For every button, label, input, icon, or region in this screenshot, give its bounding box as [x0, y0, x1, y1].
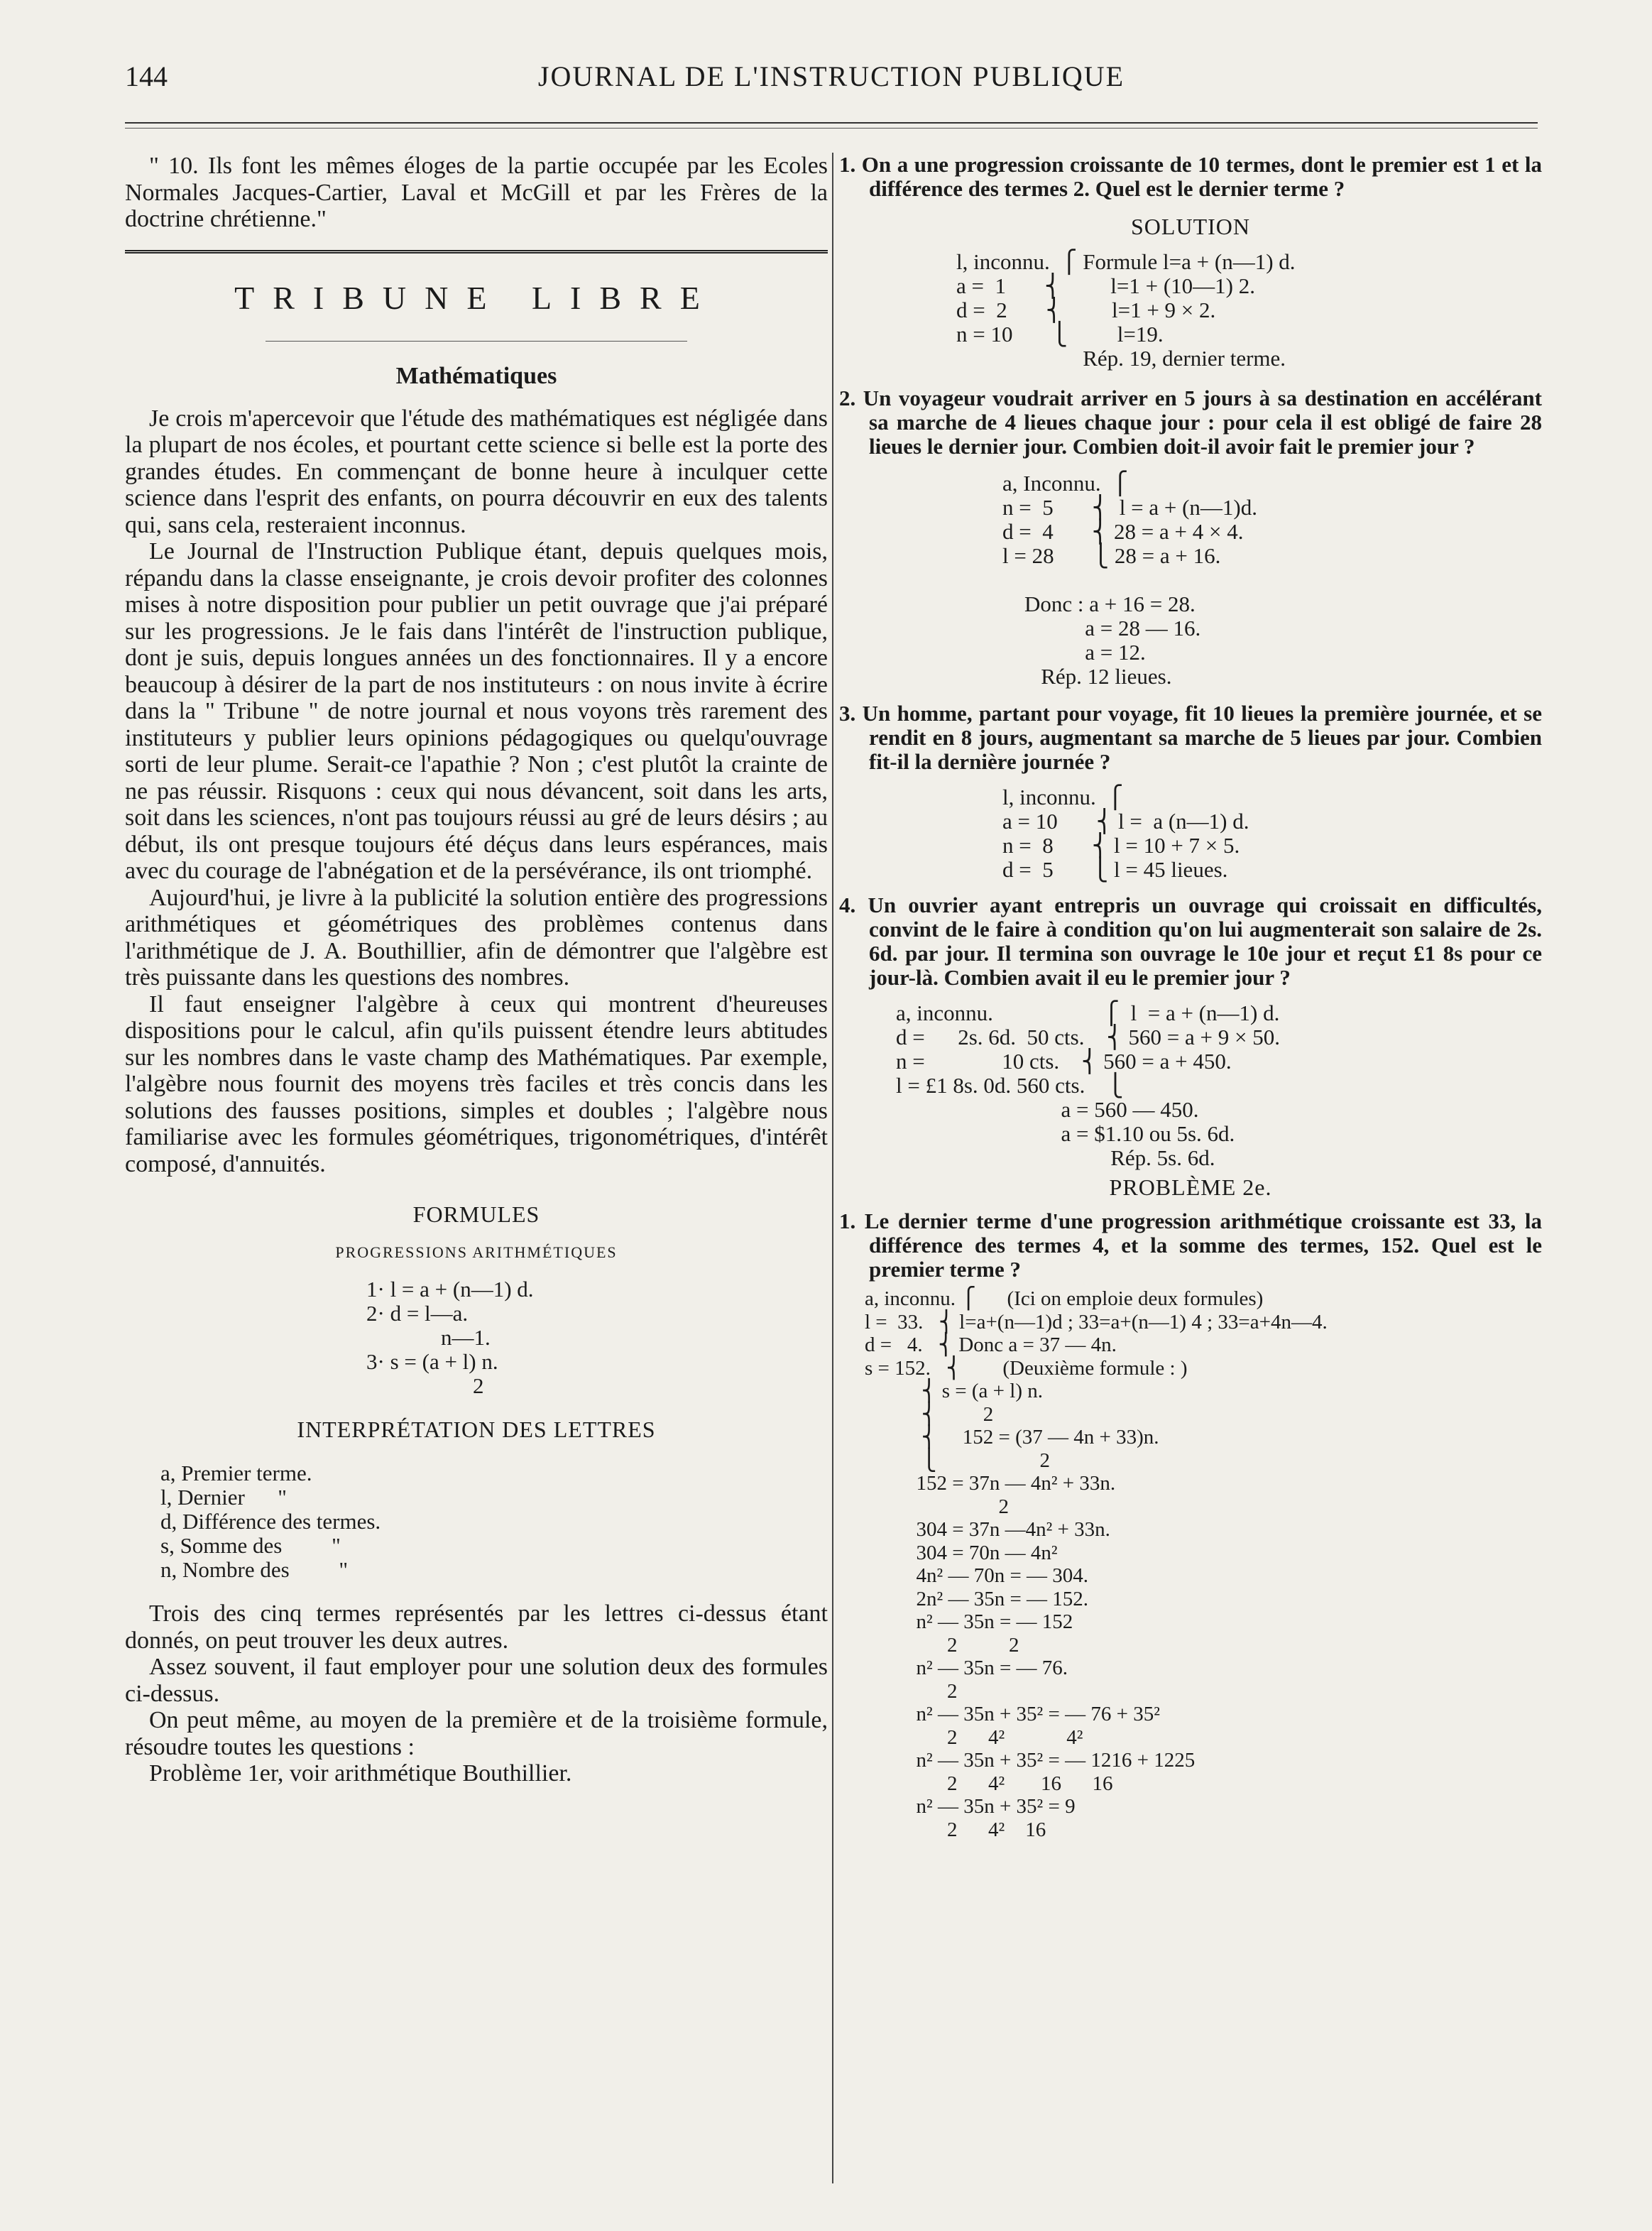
solution-5: a, inconnu. ⎧ (Ici on emploie deux formules) l = 33. ⎨ l=a+(n—1)d ; 33=a+(n—1) 4 ; 33=a+4n—4. d = 4. ⎨ Donc a = 37 — 4n. s = 152. ⎨ (Deuxième formule : ) ⎨ s = (a + l) n. ⎨ 2 ⎨ 152 = (37 — 4n + 33)n. ⎩ 2 152 = 37n — 4n² + 33n. 2 304 = 37n —4n² + 33n. 304 = 70n — 4n² 4n² — 70n = — 304. 2n² — 35n = — 152. n² — 35n = — 152 2 2 n² — 35n = — 76. 2 n² — 35n + 35² = — 76 + 35² 2 4² 4² n² — 35n + 35² = — 1216 + 1225 2 4² 16 16 n² — 35n + 35² = 9 2 4² 16 — [865, 1287, 1328, 1841]
problem-3: 3. Un homme, partant pour voyage, fit 10 lieues la première journée, et se rendit en 8 jours, augmentant sa marche de 5 lieues par jour. Combien fit-il la dernière journée ? — [839, 701, 1542, 774]
formula-3: 3· s = (a + l) n. — [366, 1349, 498, 1374]
paragraph-2: Le Journal de l'Instruction Publique étant, depuis quelques mois, répandu dans la classe enseignante, je crois devoir profiter des colonnes mises à notre disposition pour publier un petit ouvrage que j'ai préparé sur les progressions. Je le fais dans l'intérêt de l'instruction publique, dont je suis, depuis longues années un des fonctionnaires. Il y a encore beaucoup à désirer de la part de nos instituteurs : on nous invite à écrire dans la " Tribune " de notre journal et nous voyons très rarement des instituteurs y publier leurs opinions pédagogiques ou quelqu'ouvrage sorti de leur plume. Serait-ce l'apathie ? Non ; c'est plutôt la crainte de ne pas réussir. Risquons : ceux qui nous dévancent, soit dans les arts, soit dans les sciences, n'ont pas toujours réussi au gré de leurs désirs ; au début, ils ont presque toujours été déçus dans leurs espérances, mais avec du courage de l'abnégation et de la persévérance, ils ont triomphé. — [125, 538, 828, 884]
problem-1: 1. On a une progression croissante de 10 termes, dont le premier est 1 et la différence des termes 2. Quel est le dernier terme ? — [839, 152, 1542, 201]
closing-3: On peut même, au moyen de la première et de la troisième formule, résoudre toutes les questions : — [125, 1707, 828, 1760]
subsection-title: Mathématiques — [395, 362, 557, 389]
interpretation-title: INTERPRÉTATION DES LETTRES — [297, 1417, 656, 1442]
problem-4: 4. Un ouvrier ayant entrepris un ouvrage qui croissait en difficultés, convint de le faire à condition qu'on lui augmenterait son salaire de 2s. 6d. par jour. Il termina son ouvrage le 10e jour et reçut £1 8s pour ce jour-là. Combien avait il eu le premier jour ? — [839, 893, 1542, 990]
page-header — [125, 60, 1538, 102]
section-title: TRIBUNE LIBRE — [234, 279, 718, 316]
letter-d: d, Différence des termes. — [160, 1509, 381, 1534]
closing-2: Assez souvent, il faut employer pour une solution deux des formules ci-dessus. — [125, 1654, 828, 1707]
letters-list — [125, 1461, 828, 1582]
letter-n: n, Nombre des " — [160, 1557, 349, 1582]
problem-2: 2. Un voyageur voudrait arriver en 5 jours à sa destination en accélérant sa marche de 4 lieues chaque jour : pour cela il est obligé de faire 28 lieues le dernier jour. Combien doit-il avoir fait le premier jour ? — [839, 386, 1542, 459]
closing-1: Trois des cinq termes représentés par les lettres ci-dessus étant donnés, on peut trouver les deux autres. — [125, 1600, 828, 1654]
letter-s: s, Somme des " — [160, 1533, 341, 1558]
header-rule — [125, 122, 1538, 124]
solution-1: l, inconnu. ⎧ Formule l=a + (n—1) d. a = 1 ⎨ l=1 + (10—1) 2. d = 2 ⎨ l=1 + 9 × 2. n = 10 ⎩ l=19. Rép. 19, dernier terme. — [956, 249, 1296, 371]
closing-4: Problème 1er, voir arithmétique Bouthillier. — [149, 1760, 572, 1787]
formula-3-denominator: 2 — [473, 1373, 484, 1398]
right-column — [839, 153, 1542, 1841]
problem-2e-title: PROBLÈME 2e. — [1109, 1174, 1272, 1200]
column-divider — [832, 153, 833, 2183]
problem-5: 1. Le dernier terme d'une progression arithmétique croissante est 33, la différence des termes 4, et la somme des termes, 152. Quel est le premier terme ? — [839, 1209, 1542, 1282]
formula-2: 2· d = l—a. — [366, 1301, 469, 1326]
letter-a: a, Premier terme. — [160, 1461, 312, 1485]
page-number: 144 — [125, 60, 168, 92]
intro-quote: " 10. Ils font les mêmes éloges de la partie occupée par les Ecoles Normales Jacques-Cartier, Laval et McGill et par les Frères de la doctrine chrétienne." — [125, 153, 828, 232]
letter-l: l, Dernier " — [160, 1485, 287, 1510]
formules-title: FORMULES — [412, 1201, 540, 1227]
paragraph-4: Il faut enseigner l'algèbre à ceux qui montrent d'heureuses dispositions pour le calcul, afin qu'ils puissent étendre leurs abtitudes sur les nombres dans le vaste champ des Mathématiques. Par exemple, l'algèbre nous fournit des moyens très faciles et très concis dans les solutions des fausses positions, simples et doubles ; l'algèbre nous familiarise avec les formules géométriques, trigonométriques, d'intérêt composé, d'annuités. — [125, 991, 828, 1177]
solution-2: a, Inconnu. ⎧ n = 5 ⎨ l = a + (n—1)d. d = 4 ⎨ 28 = a + 4 × 4. l = 28 ⎩ 28 = a + 16. Donc : a + 16 = 28. a = 28 — 16. a = 12. Rép. 12 lieues. — [1002, 471, 1257, 689]
formulas-block — [125, 1277, 828, 1398]
paragraph-1: Je crois m'apercevoir que l'étude des mathématiques est négligée dans la plupart de nos écoles, et pourtant cette science si belle est la porte des grandes études. En commençant de bonne heure à inculquer cette science dans l'esprit des enfants, on pourra découvrir en eux des talents qui, sans cela, resteraient inconnus. — [125, 405, 828, 538]
header-rule-thin — [125, 128, 1538, 129]
journal-title: JOURNAL DE L'INSTRUCTION PUBLIQUE — [537, 60, 1125, 92]
paragraph-3: Aujourd'hui, je livre à la publicité la solution entière des progressions arithmétiques et géométriques des problèmes contenus dans l'arithmétique de J. A. Bouthillier, afin de démontrer que l'algèbre est très puissante dans les questions des nombres. — [125, 884, 828, 991]
solution-title: SOLUTION — [1131, 214, 1250, 239]
solution-4: a, inconnu. ⎧ l = a + (n—1) d. d = 2s. 6d. 50 cts. ⎨ 560 = a + 9 × 50. n = 10 cts. ⎨ 560 = a + 450. l = £1 8s. 0d. 560 cts. ⎩ a = 560 — 450. a = $1.10 ou 5s. 6d. Rép. 5s. 6d. — [896, 1000, 1280, 1170]
formula-2-denominator: n—1. — [441, 1325, 491, 1350]
solution-3: l, inconnu. ⎧ a = 10 ⎨ l = a (n—1) d. n = 8 ⎨ l = 10 + 7 × 5. d = 5 ⎩ l = 45 lieues. — [1002, 785, 1249, 882]
left-column — [125, 153, 828, 1787]
formula-1: 1· l = a + (n—1) d. — [366, 1277, 534, 1302]
progressions-title: PROGRESSIONS ARITHMÉTIQUES — [335, 1243, 618, 1261]
